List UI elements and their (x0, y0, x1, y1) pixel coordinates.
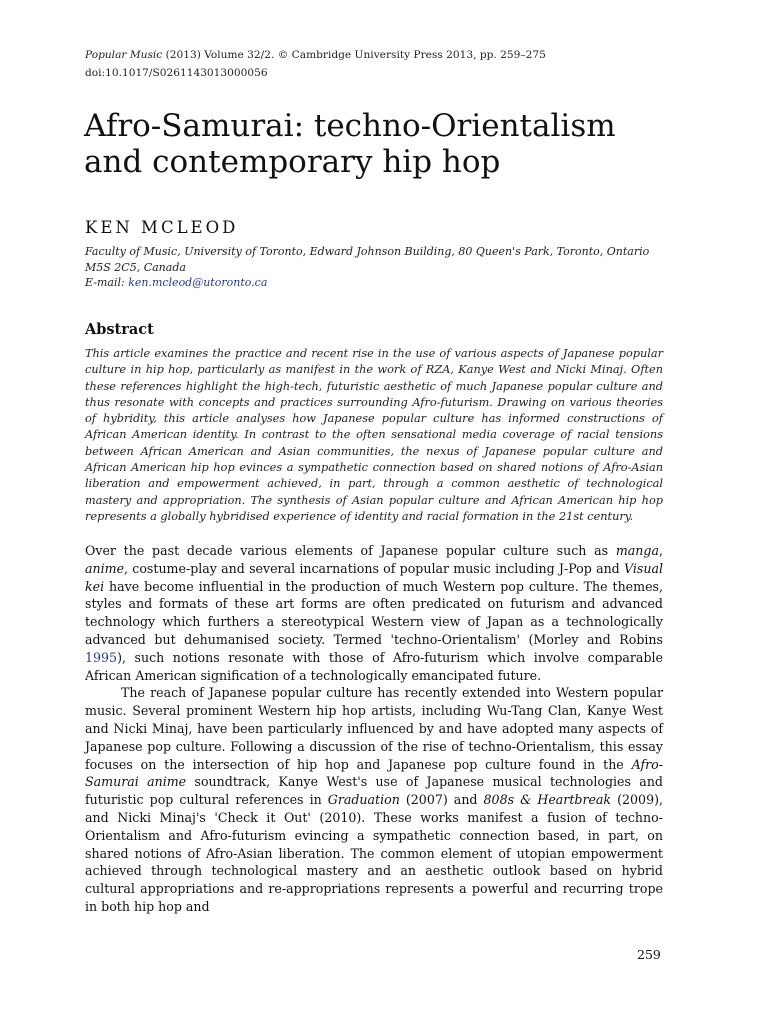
author-affiliation (85, 244, 685, 291)
p1-text-5: ), such notions resonate with those of Afro-futurism which involve comparable African American signification of a technologically emancipated future. (85, 649, 663, 683)
p2-text-2: soundtrack, Kanye West's use of Japanese musical technologies and futuristic pop cultural references in (85, 774, 663, 808)
citation-details: (2013) Volume 32/2. © Cambridge University Press 2013, pp. 259–275 (165, 49, 546, 61)
paragraph-2 (85, 684, 663, 915)
article-title (84, 108, 684, 180)
affiliation-line-2: M5S 2C5, Canada (85, 260, 186, 274)
term-manga: manga (615, 543, 659, 558)
p1-text-4: have become influential in the production of much Western pop culture. The themes, styles and formats of these art forms are often predicated on futurism and advanced technology which furthers a stereotypical Western view of Japan as a technologically advanced but dehumanised society. Termed 'techno-Orientalism' (Morley and Robins (85, 578, 663, 647)
doi: doi:10.1017/S0261143013000056 (85, 67, 268, 79)
p1-text-1: Over the past decade various elements of Japanese popular culture such as (85, 543, 616, 558)
citation-header (85, 46, 546, 82)
term-anime: anime (85, 560, 125, 576)
email-label: E-mail: (85, 276, 125, 289)
citation-line (85, 46, 546, 64)
p1-text-3: , costume-play and several incarnations of popular music including J-Pop and (124, 560, 624, 576)
citation-link-1995[interactable]: 1995 (85, 649, 118, 665)
p2-text-3: (2007) and (399, 792, 484, 808)
journal-name: Popular Music (85, 49, 163, 61)
title-line-1: Afro-Samurai: techno-Orientalism (84, 108, 616, 144)
title-808s: 808s & Heartbreak (483, 792, 612, 808)
p2-text-1: The reach of Japanese popular culture has recently extended into Western popular music. Several prominent Western hip hop artists, including Wu-Tang Clan, Kanye West and Nicki Minaj, have been particularly influenced by and have adopted many aspects of Japanese pop culture. Following a discussion of the rise of techno-Orientalism, this essay focuses on the intersection of hip hop and Japanese pop culture found in the (85, 685, 663, 772)
title-graduation: Graduation (327, 792, 400, 808)
title-line-2: and contemporary hip hop (84, 144, 501, 180)
title-afro-samurai: Afro-Samurai anime (85, 756, 663, 790)
affiliation-line-1: Faculty of Music, University of Toronto, Edward Johnson Building, 80 Queen's Park, Toronto, Ontario (85, 245, 650, 258)
abstract-text: This article examines the practice and recent rise in the use of various aspects of Japanese popular culture in hip hop, particularly as manifest in the work of RZA, Kanye West and Nicki Minaj. Often these references highlight the high-tech, futuristic aesthetic of much Japanese popular culture and thus resonate with concepts and practices surrounding Afro-futurism. Drawing on various theories of hybridity, this article analyses how Japanese popular culture has informed constructions of African American identity. In contrast to the often sensational media coverage of racial tensions between African American and Asian communities, the nexus of Japanese popular culture and African American hip hop evinces a sympathetic connection based on shared notions of Afro-Asian liberation and empowerment achieved, in part, through a common aesthetic of technological mastery and appropriation. The synthesis of Asian popular culture and African American hip hop represents a globally hybridised experience of identity and racial formation in the 21st century. (85, 347, 663, 523)
p2-text-4: (2009), and Nicki Minaj's 'Check it Out' (2010). These works manifest a fusion of techno-Orientalism and Afro-futurism evincing a sympathetic connection based, in part, on shared notions of Afro-Asian liberation. The common element of utopian empowerment achieved through technological mastery and an aesthetic outlook based on hybrid cultural appropriations and re-appropriations represents a powerful and recurring trope in both hip hop and (85, 792, 663, 914)
paragraph-1 (85, 542, 663, 684)
author-name: KEN MCLEOD (85, 218, 239, 237)
page-number: 259 (637, 947, 661, 962)
term-visual-kei: Visual kei (85, 560, 663, 594)
author-email-link[interactable]: ken.mcleod@utoronto.ca (128, 276, 268, 289)
email-line (85, 275, 685, 291)
article-body (85, 542, 663, 916)
abstract-heading: Abstract (85, 321, 154, 338)
p1-text-2: , (658, 543, 663, 558)
